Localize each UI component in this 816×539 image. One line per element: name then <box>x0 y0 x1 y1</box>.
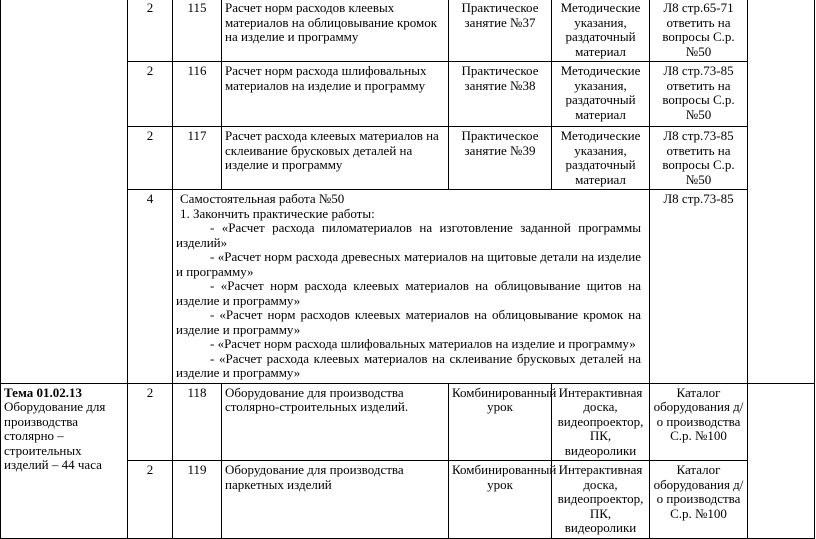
lesson-title-cell: Расчет норм расходов клеевых материалов на облицовывание кромок на изделие и программу <box>222 0 449 62</box>
hours-cell: 2 <box>128 127 173 190</box>
hours-cell: 2 <box>128 62 173 127</box>
topic-cell <box>1 383 128 538</box>
lesson-form-cell: Практическое занятие №38 <box>449 62 552 127</box>
lesson-number-cell: 115 <box>173 0 222 62</box>
lesson-title-cell: Оборудование для производства паркетных изделий <box>222 461 449 539</box>
lesson-title-cell: Расчет норм расхода шлифовальных материалов на изделие и программу <box>222 62 449 127</box>
selfwork-item: - «Расчет норм расхода древесных материалов на щитовые детали на изделие и программу» <box>176 249 641 279</box>
topic-name: Оборудование для производства столярно – строительных изделий – 44 часа <box>4 399 106 472</box>
selfwork-item: - «Расчет норм расхода шлифовальных материалов на изделие и программу» <box>210 336 636 351</box>
literature-cell: Каталог оборудования д/о производства С.р. №100 <box>650 461 748 539</box>
lesson-number-cell: 118 <box>173 383 222 461</box>
lesson-form-cell: Практическое занятие №39 <box>449 127 552 190</box>
selfwork-literature-cell: Л8 стр.73-85 <box>650 190 748 384</box>
lesson-number-cell: 119 <box>173 461 222 539</box>
literature-cell: Л8 стр.73-85 ответить на вопросы С.р. №50 <box>650 127 748 190</box>
selfwork-item: - «Расчет расхода клеевых материалов на склеивание брусковых деталей на изделие и программу» <box>176 350 641 380</box>
lesson-tools-cell: Интерактивная доска, видеопроектор, ПК, видеоролики <box>552 461 650 539</box>
topic-cell-empty <box>1 0 128 383</box>
hours-cell: 2 <box>128 383 173 461</box>
selfwork-item: - «Расчет расхода пиломатериалов на изготовление заданной программы изделий» <box>176 220 641 250</box>
selfwork-title: Самостоятельная работа №50 <box>180 191 345 206</box>
table-row <box>1 0 815 62</box>
lesson-number-cell: 117 <box>173 127 222 190</box>
selfwork-item: - «Расчет норм расходов клеевых материалов на облицовывание кромок на изделие и программу» <box>176 307 641 337</box>
selfwork-hours-cell: 4 <box>128 190 173 384</box>
notes-cell-empty <box>748 383 815 538</box>
selfwork-task: 1. Закончить практические работы: <box>180 205 375 221</box>
selfwork-content-cell <box>173 190 650 384</box>
literature-cell: Л8 стр.65-71 ответить на вопросы С.р. №50 <box>650 0 748 62</box>
lesson-tools-cell: Интерактивная доска, видеопроектор, ПК, видеоролики <box>552 383 650 461</box>
lesson-form-cell: Комбинированный урок <box>449 383 552 461</box>
lesson-tools-cell: Методические указания, раздаточный материал <box>552 127 650 190</box>
notes-cell-empty <box>748 0 815 383</box>
literature-cell: Каталог оборудования д/о производства С.р. №100 <box>650 383 748 461</box>
literature-cell: Л8 стр.73-85 ответить на вопросы С.р. №50 <box>650 62 748 127</box>
hours-cell: 2 <box>128 461 173 539</box>
lesson-form-cell: Практическое занятие №37 <box>449 0 552 62</box>
table-row <box>1 383 815 461</box>
lesson-number-cell: 116 <box>173 62 222 127</box>
lesson-tools-cell: Методические указания, раздаточный материал <box>552 0 650 62</box>
topic-code: Тема 01.02.13 <box>4 384 82 400</box>
lesson-title-cell: Оборудование для производства столярно-строительных изделий. <box>222 383 449 461</box>
lesson-form-cell: Комбинированный урок <box>449 461 552 539</box>
lesson-title-cell: Расчет расхода клеевых материалов на склеивание брусковых деталей на изделие и программу <box>222 127 449 190</box>
hours-cell: 2 <box>128 0 173 62</box>
selfwork-item: - «Расчет норм расхода клеевых материалов на облицовывание щитов на изделие и программу» <box>176 278 641 308</box>
lesson-tools-cell: Методические указания, раздаточный материал <box>552 62 650 127</box>
